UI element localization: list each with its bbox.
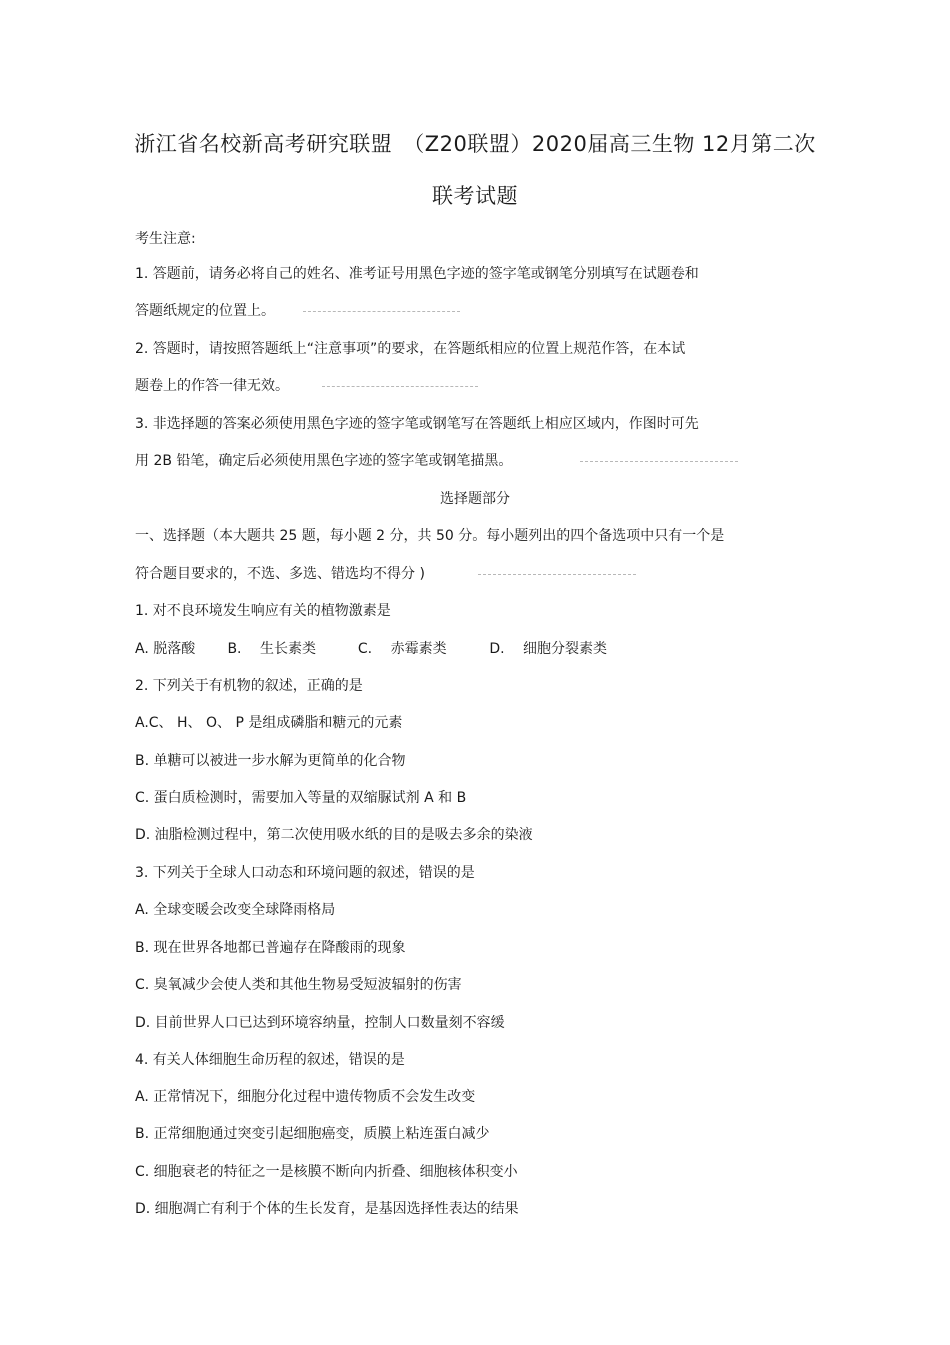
option-a: A. 脱落酸	[135, 641, 196, 657]
question-1-options	[135, 638, 607, 658]
notice-item-2-line-1: 2. 答题时，请按照答题纸上“注意事项”的要求，在答题纸相应的位置上规范作答，在本试	[135, 341, 686, 357]
section-heading: 选择题部分	[440, 491, 510, 507]
notice-item-3-line-1: 3. 非选择题的答案必须使用黑色字迹的签字笔或钢笔写在答题纸上相应区域内，作图时可先	[135, 416, 699, 432]
dashed-rule	[322, 386, 478, 387]
section-intro-line-2: 符合题目要求的，不选、多选、错选均不得分 )	[135, 566, 425, 582]
question-3-option-c: C. 臭氧减少会使人类和其他生物易受短波辐射的伤害	[135, 977, 462, 993]
question-3-option-b: B. 现在世界各地都已普遍存在降酸雨的现象	[135, 940, 406, 956]
dashed-rule	[580, 461, 738, 462]
option-c: C. 赤霉素类	[357, 641, 447, 657]
notice-item-3-line-2: 用 2B 铅笔，确定后必须使用黑色字迹的签字笔或钢笔描黑。	[135, 453, 513, 469]
question-2-option-c: C. 蛋白质检测时，需要加入等量的双缩脲试剂 A 和 B	[135, 790, 467, 806]
question-2-option-a: A.C、 H、 O、 P 是组成磷脂和糖元的元素	[135, 715, 403, 731]
dashed-rule	[303, 311, 460, 312]
document-title-line2: 联考试题	[432, 184, 518, 208]
question-4-stem: 4. 有关人体细胞生命历程的叙述，错误的是	[135, 1052, 405, 1068]
dashed-rule	[478, 574, 636, 575]
question-4-option-d: D. 细胞凋亡有利于个体的生长发育，是基因选择性表达的结果	[135, 1201, 519, 1217]
question-4-option-a: A. 正常情况下，细胞分化过程中遗传物质不会发生改变	[135, 1089, 476, 1105]
option-d: D. 细胞分裂素类	[489, 641, 608, 657]
section-intro-line-1: 一、选择题（本大题共 25 题，每小题 2 分，共 50 分。每小题列出的四个备选项中只有一个是	[135, 528, 725, 544]
question-3-option-a: A. 全球变暖会改变全球降雨格局	[135, 902, 336, 918]
notice-item-1-line-1: 1. 答题前，请务必将自己的姓名、准考证号用黑色字迹的签字笔或钢笔分别填写在试题卷和	[135, 266, 699, 282]
option-b: B. 生长素类	[227, 641, 316, 657]
question-4-option-c: C. 细胞衰老的特征之一是核膜不断向内折叠、细胞核体积变小	[135, 1164, 518, 1180]
question-3-stem: 3. 下列关于全球人口动态和环境问题的叙述，错误的是	[135, 865, 475, 881]
document-title-line1: 浙江省名校新高考研究联盟 （Z20联盟）2020届高三生物 12月第二次	[134, 132, 816, 156]
question-2-stem: 2. 下列关于有机物的叙述，正确的是	[135, 678, 363, 694]
question-2-option-d: D. 油脂检测过程中，第二次使用吸水纸的目的是吸去多余的染液	[135, 827, 533, 843]
question-1-stem: 1. 对不良环境发生响应有关的植物激素是	[135, 603, 391, 619]
notice-item-1-line-2: 答题纸规定的位置上。	[135, 303, 275, 319]
question-4-option-b: B. 正常细胞通过突变引起细胞癌变，质膜上粘连蛋白减少	[135, 1126, 490, 1142]
notice-item-2-line-2: 题卷上的作答一律无效。	[135, 378, 289, 394]
question-3-option-d: D. 目前世界人口已达到环境容纳量，控制人口数量刻不容缓	[135, 1015, 505, 1031]
question-2-option-b: B. 单糖可以被进一步水解为更简单的化合物	[135, 753, 406, 769]
notice-heading: 考生注意:	[135, 231, 196, 247]
